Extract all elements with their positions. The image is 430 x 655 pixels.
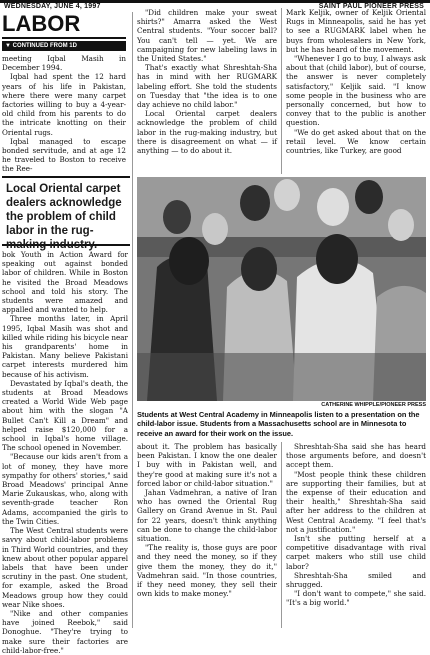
paragraph: Shreshtah-Sha smiled and shrugged. — [286, 570, 426, 590]
paragraph: bok Youth in Action Award for speaking out against bonded labor of children. While in Boston he visited the Broad Meadows school and told his story. The students were amazed and appalled and wanted to help. — [2, 250, 128, 315]
paragraph: about it. The problem has basically been Pakistan. I know the one dealer I buy with in Pakistan well, and they're good at making sure it's not a forced labor or child-labor situation." — [137, 442, 277, 488]
column-1-top — [2, 54, 126, 174]
column-divider — [132, 12, 133, 628]
paragraph: "I don't want to compete," she said. "It's a big world." — [286, 589, 426, 608]
column-2-top — [137, 8, 277, 174]
column-1-bottom — [2, 250, 128, 655]
column-divider — [281, 8, 282, 174]
column-2-bottom — [137, 442, 277, 630]
paragraph: Iqbal managed to escape bonded servitude, and at age 12 he traveled to Boston to receive the Ree- — [2, 136, 126, 174]
photo-of-students-listening — [137, 177, 426, 401]
paragraph: Jahan Vadmehran, a native of Iran who has owned the Oriental Rug Gallery on Grand Avenue in St. Paul for 22 years, doesn't think anything can be done to change the child-labor situation. — [137, 488, 277, 544]
paragraph: Mark Keljik, owner of Keljik Oriental Rugs in Minneapolis, said he has yet to see a RUGMARK label when he buys from wholesalers in New York, but he has heard of the movement. — [286, 8, 426, 54]
section-title: LABOR — [2, 11, 81, 36]
paragraph: That's exactly what Shreshtah-Sha has in mind with her RUGMARK labeling effort. She told the students on Tuesday that "the idea is to one day achieve no child labor." — [137, 63, 277, 110]
pull-quote: Local Oriental carpet dealers acknowledge the problem of child labor in the rug-making industry. — [2, 176, 130, 246]
paragraph: "Nike and other companies have joined Reebok," said Donoghue. "They're trying to make sure their factories are child-labor-free." — [2, 608, 128, 655]
paragraph: "We do get asked about that on the retail level. We know certain countries, like Turkey, are good — [286, 127, 426, 156]
continued-arrow-icon: ▼ — [5, 43, 11, 49]
column-3-bottom — [286, 442, 426, 630]
paragraph: Devastated by Iqbal's death, the students at Broad Meadows created a World Wide Web page about him with the slogan "A Bullet Can't Kill a Dream" and helped raise $120,000 for a school in Iqbal's home village. The school opened in November. — [2, 378, 128, 453]
header-date: WEDNESDAY, JUNE 4, 1997 — [4, 3, 101, 10]
header-paper-name: SAINT PAUL PIONEER PRESS — [318, 3, 424, 10]
paragraph: "The reality is, those guys are poor and they need the money, so if they give them the money, they do it," Vadmehran said. "In those countries, if they need money, they sell their own kids to make money." — [137, 543, 277, 599]
paragraph: Isn't she putting herself at a competitive disadvantage with rival carpet makers who still use child labor? — [286, 534, 426, 571]
paragraph: "Because our kids aren't from a lot of money, they have more sympathy for others' stories," said Broad Meadows' principal Anne Marie Zukauskas, who, along with seventh-grade teacher Ron Adams, accompanied the girls to the Twin Cities. — [2, 452, 128, 526]
paragraph: Shreshtah-Sha said she has heard those arguments before, and doesn't accept them. — [286, 442, 426, 470]
paragraph: "Did children make your sweat shirts?" Amarra asked the West Central students. "Your soccer ball? You can't tell — yet. We are campaigning for new labeling laws in the United States." — [137, 8, 277, 64]
paragraph: meeting Iqbal Masih in December 1994. — [2, 54, 126, 73]
news-photo — [137, 177, 426, 401]
continued-label: CONTINUED FROM 1D — [12, 43, 77, 49]
photo-caption: Students at West Central Academy in Minneapolis listen to a presentation on the child-labor issue. Students from a Massachusetts school are in Minnesota to receive an award for their work on the issue. — [137, 410, 420, 438]
column-3-top — [286, 8, 426, 174]
section-rule — [2, 37, 126, 39]
paragraph: Three months later, in April 1995, Iqbal Masih was shot and killed while riding his bicycle near his grandparents' home in Pakistan. Many believe Pakistani carpet interests murdered him because of his activism. — [2, 314, 128, 379]
paragraph: The West Central students were savvy about child-labor problems in Third World countries, and they knew about other popular apparel labels that have been under scrutiny in the past. One student, for example, asked the Broad Meadows group how they could wear Nike shoes. — [2, 526, 128, 609]
paragraph: Local Oriental carpet dealers acknowledge the problem of child labor in the rug-making industry, but there is disagreement on what — if anything — to do about it. — [137, 109, 277, 156]
photo-credit: CATHERINE WHIPPLE/PIONEER PRESS — [321, 402, 426, 408]
column-divider — [281, 442, 282, 628]
paragraph: Iqbal had spent the 12 hard years of his life in Pakistan, where there were many carpet factories willing to buy a 4-year-old child from his parents to do the intricate knotting on their Oriental rugs. — [2, 72, 126, 137]
continued-bar — [2, 41, 126, 51]
paragraph: "Whenever I go to buy, I always ask about that (child labor), but of course, the answer is never completely satisfactory," Keljik said. "I know some people in the business who are personally concerned, but how to convey that to the public is another question. — [286, 54, 426, 128]
paragraph: "Most people think these children are supporting their families, but at the expense of their education and their health," Shreshtah-Sha said after her address to the children at West Central Academy. "I feel that's not a justification." — [286, 469, 426, 534]
